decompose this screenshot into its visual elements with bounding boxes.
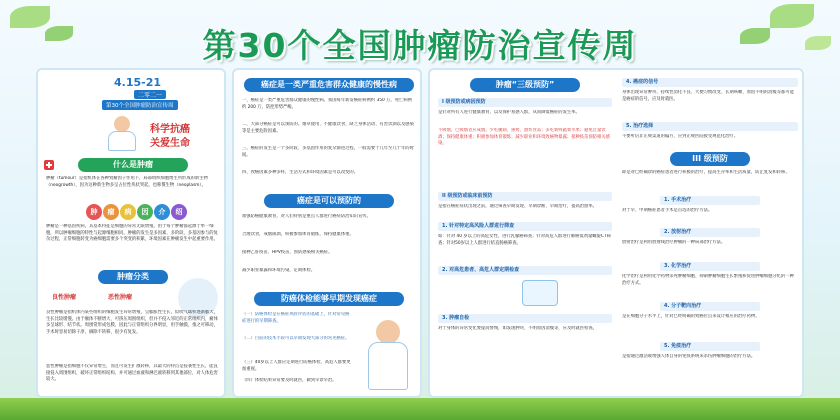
doctor-illustration [104, 114, 142, 152]
section-bar-class: 肿瘤分类 [98, 270, 168, 284]
treatment-1-text: 对于早、中期癌症患者手术是首选的治疗方法。 [622, 208, 713, 213]
chronic-item-4: 四、致癌因素多种多样，生活方式和环境因素是可以改变的。 [242, 170, 359, 175]
what-text: 肿瘤（tumour）是指机体在各种致瘤因子作用下，局部组织细胞增生所形成的新生物（neogrowth），因为这种新生物多呈占位性块状突起，也称赘生物（neoplasm）。 [46, 176, 208, 188]
chronic-item-3: 三、癌症的发生是一个多阶段、多基因作用的复杂渐进过程，一般需要十几年至几十年的时间。 [242, 146, 414, 158]
middle-panel [232, 68, 422, 398]
treat-choice-text: 不要听信非正规渠道的偏方，应到正规医院接受规范化治疗。 [622, 134, 739, 139]
treatment-3-title: 3. 化学治疗 [660, 262, 760, 271]
section-bar-three-level: 肿瘤“三级预防” [470, 78, 580, 92]
date-range: 4.15-21 [114, 76, 162, 89]
secondary-sub-3: 3. 肿瘤自检 [438, 314, 612, 323]
left-panel [36, 68, 226, 398]
cancer-signal-text: 身体出现异常肿块、持续性消化不良、大便习惯改变、长期咳嗽、原因不明的消瘦等都可能是癌症的信号，应及时就医。 [622, 90, 794, 102]
screen-item-4: （四）体检结果异常要及时就医，做到早诊早治。 [242, 378, 337, 383]
treatment-2-title: 2. 放射治疗 [660, 228, 760, 237]
medical-kit-illustration [522, 280, 558, 306]
treatment-1-title: 1. 手术治疗 [660, 196, 760, 205]
section-bar-chronic: 癌症是一类严重危害群众健康的慢性病 [244, 78, 414, 92]
section-bar-screen: 防癌体检能够早期发现癌症 [254, 292, 404, 306]
week-label: 第30个全国肿瘤防治宣传周 [102, 100, 178, 110]
primary-prevention-text: 是针对所有人进行健康教育，以及保护易感人群，从而降低癌症的发生率。 [438, 110, 580, 115]
treatment-5-text: 是指通过激活或增强人体自身的免疫系统来杀伤肿瘤细胞的治疗方法。 [622, 354, 756, 359]
right-panel [428, 68, 804, 398]
prevent-item-4: 减少职业暴露和环境污染，定期体检。 [242, 268, 316, 273]
cause-text: 肿瘤是一种基因疾病，其基本特征是细胞的异常无限增殖。由于每个肿瘤都起源于单一细胞，所以肿瘤细胞的特性与起源细胞相同。肿瘤的发生是多因素、多阶段、多基因参与的复杂过程，正常细胞转变为癌细胞需要多个突变的积累，环境因素在肿瘤发生中起重要作用。 [46, 224, 218, 243]
page-title: 第30个全国肿瘤防治宣传周 [202, 26, 638, 65]
treatment-4-title: 4. 分子靶向治疗 [660, 302, 760, 311]
screen-item-2: （二）目前的技术手段可以早期发现大部分的常见癌症。 [242, 336, 350, 341]
treat-choice-title: 5. 治疗选择 [622, 122, 798, 131]
primary-prevention-title: I 级预防或病因预防 [438, 98, 612, 107]
pill-2: 瘤 [103, 204, 119, 220]
chronic-item-1: 一、癌症是一类严重危害群众健康的慢性病。我国每年新发癌症病例约 350 万，死亡病例约 200 万，防控形势严峻。 [242, 98, 412, 110]
section-bar-tertiary: III 级预防 [670, 152, 750, 166]
class-text-2: 恶性肿瘤是指细胞不仅异常增生，而且可发生扩散转移，其最大的特点是侵袭性生长，能直接侵入周围组织，破坏正常组织结构，并可通过血液和淋巴液转移到其他部位，对人体危害较大。 [46, 364, 218, 383]
medical-cross-icon [44, 160, 54, 170]
prevent-item-2: 合理饮食，戒烟限酒，积极参加体育锻炼，保持健康体重。 [242, 232, 354, 237]
secondary-text-1: 如：针对 40 岁以上的高危女性，进行乳腺癌筛查；针对高危人群进行肺癌低剂量螺旋CT筛查；针对50岁以上人群进行结直肠癌筛查。 [438, 234, 611, 246]
screen-item-1: （一）防癌体检是在癌症风险评估的基础上，针对常见癌症进行的早期筛查。 [242, 312, 350, 324]
secondary-sub-1: 1. 针对特定高风险人群进行筛查 [438, 222, 612, 231]
treatment-4-text: 是在细胞分子水平上，针对已经明确的致癌位点来设计相应的治疗药物。 [622, 314, 760, 319]
section-bar-prevent: 癌症是可以预防的 [264, 194, 394, 208]
pill-1: 肿 [86, 204, 102, 220]
slogan-line-2: 关爱生命 [150, 138, 190, 149]
leaf-decoration [45, 26, 73, 41]
secondary-sub-2: 2. 对高危患者、高危人群定期检查 [438, 266, 612, 275]
class-text-1: 良性肿瘤是指机体内某些组织的细胞发生异常增殖，呈膨胀性生长，似吹气球样逐渐膨大，生长比较缓慢。由于瘤体不断增大，可挤压周围组织，但并不侵入邻近的正常组织内，瘤体多呈球形、结节状。周围常形成包膜，因此与正常组织分界明显，用手触摸，推之可移动，手术时容易切除干净，摘除不转移，很少有复发。 [46, 310, 218, 335]
pill-5: 介 [154, 204, 170, 220]
cancer-signal-title: 4. 癌症的信号 [622, 78, 798, 87]
nurse-illustration [362, 320, 414, 392]
grass-footer [0, 398, 840, 420]
pill-4: 因 [137, 204, 153, 220]
secondary-prevention-title: II 级预防或临床前预防 [438, 192, 612, 201]
section-bar-what: 什么是肿瘤 [78, 158, 188, 172]
screen-item-3: （三）40岁以上人群应定期进行防癌体检，高危人群要更加重视。 [242, 360, 351, 372]
leaf-decoration [10, 6, 50, 28]
prevent-item-1: 加强防癌健康教育，对人们特别是重点人群进行癌症防治知识宣传。 [242, 214, 371, 219]
leaf-decoration [805, 36, 831, 50]
treatment-5-title: 5. 免疫治疗 [660, 342, 760, 351]
tertiary-text: 即是对已经确诊的癌症患者进行积极的治疗，提高生存率和生活质量，防止复发和转移。 [622, 170, 790, 175]
pill-6: 绍 [171, 204, 187, 220]
prevent-item-3: 接种乙肝疫苗、HPV疫苗，预防感染相关癌症。 [242, 250, 333, 255]
leaf-decoration [770, 4, 814, 28]
cause-pills [86, 204, 186, 220]
pill-3: 病 [120, 204, 136, 220]
slogan-line-1: 科学抗癌 [150, 124, 190, 135]
treatment-2-text: 放射治疗是利用放射线治疗肿瘤的一种局部治疗方法。 [622, 240, 726, 245]
benign-label: 良性肿瘤 [52, 294, 77, 301]
date-badge [96, 76, 206, 116]
secondary-prevention-text: 是指在癌症症状出现之前，通过筛查早期发现、早期诊断、早期治疗，提高治愈率。 [438, 204, 597, 209]
leaf-decoration [740, 28, 770, 44]
malignant-label: 恶性肿瘤 [108, 294, 133, 301]
date-year: 二零二一 [134, 90, 166, 99]
chronic-item-2: 二、大部分癌症是可以预防的。烟草使用、不健康饮食、缺乏身体活动、有害饮酒以及感染等是主要危险因素。 [242, 122, 414, 134]
diet-warning-text: 不吸烟，已吸烟者应戒烟。少吃腌制、熏烤、油炸食品；多吃新鲜蔬菜水果；避免过量饮酒；保持健康体重；积极参加体育锻炼；减少职业和环境致癌物暴露；接种疫苗预防相关感染。 [438, 128, 610, 147]
treatment-3-text: 化学治疗是利用化学药物杀死肿瘤细胞、抑制肿瘤细胞生长繁殖和促进肿瘤细胞分化的一种治疗方式。 [622, 274, 794, 286]
secondary-text-3: 对于身体的异常变化要提高警惕，如发现肿块、不明原因消瘦等，应及时就医检查。 [438, 326, 597, 331]
